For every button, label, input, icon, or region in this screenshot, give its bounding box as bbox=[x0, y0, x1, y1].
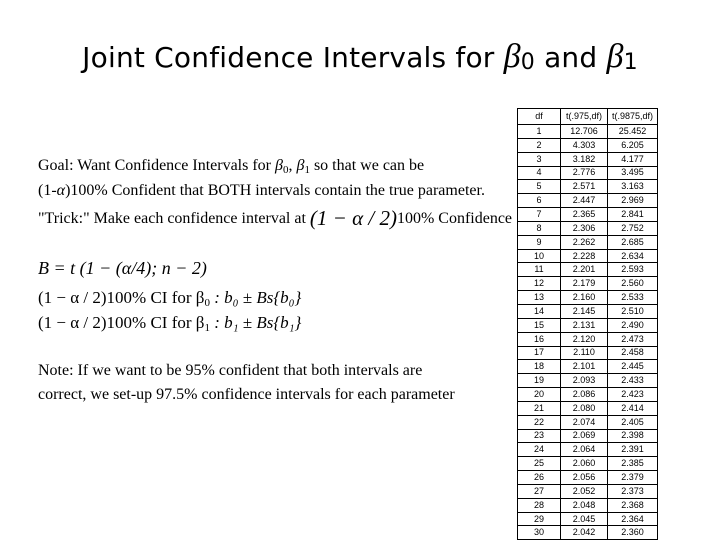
cell-t9875: 2.634 bbox=[608, 249, 658, 263]
table-row bbox=[518, 194, 658, 208]
cell-t975: 2.145 bbox=[561, 304, 608, 318]
goal-line2-end: )100% Confident that BOTH intervals contain the true parameter. bbox=[65, 182, 485, 199]
cell-t975: 2.069 bbox=[561, 429, 608, 443]
cell-t9875: 2.510 bbox=[608, 304, 658, 318]
cell-t975: 2.201 bbox=[561, 263, 608, 277]
cell-df: 26 bbox=[518, 471, 561, 485]
cell-t9875: 2.490 bbox=[608, 318, 658, 332]
table-row bbox=[518, 277, 658, 291]
cell-t9875: 2.391 bbox=[608, 443, 658, 457]
cell-t9875: 2.398 bbox=[608, 429, 658, 443]
cell-t9875: 2.364 bbox=[608, 512, 658, 526]
cell-t9875: 2.593 bbox=[608, 263, 658, 277]
cell-df: 15 bbox=[518, 318, 561, 332]
cell-df: 5 bbox=[518, 180, 561, 194]
cell-t9875: 2.379 bbox=[608, 471, 658, 485]
ci-beta1-right: : b₁ ± Bs{b₁} bbox=[209, 313, 302, 332]
table-row bbox=[518, 471, 658, 485]
cell-df: 12 bbox=[518, 277, 561, 291]
table-row bbox=[518, 249, 658, 263]
table-row bbox=[518, 346, 658, 360]
ci-beta0-subscript: 0 bbox=[204, 297, 210, 309]
title-beta0-subscript: 0 bbox=[520, 50, 535, 75]
cell-t975: 2.080 bbox=[561, 401, 608, 415]
cell-t975: 2.120 bbox=[561, 332, 608, 346]
cell-df: 29 bbox=[518, 512, 561, 526]
cell-t975: 2.086 bbox=[561, 388, 608, 402]
note-line-1: Note: If we want to be 95% confident that both intervals are bbox=[38, 362, 423, 379]
cell-df: 4 bbox=[518, 166, 561, 180]
cell-t9875: 2.841 bbox=[608, 208, 658, 222]
cell-df: 28 bbox=[518, 498, 561, 512]
table-row bbox=[518, 443, 658, 457]
cell-t975: 2.052 bbox=[561, 484, 608, 498]
cell-df: 14 bbox=[518, 304, 561, 318]
table-row bbox=[518, 208, 658, 222]
cell-t975: 2.306 bbox=[561, 221, 608, 235]
cell-t9875: 2.458 bbox=[608, 346, 658, 360]
table-row bbox=[518, 180, 658, 194]
cell-df: 18 bbox=[518, 360, 561, 374]
cell-df: 19 bbox=[518, 374, 561, 388]
cell-t9875: 6.205 bbox=[608, 138, 658, 152]
cell-t9875: 2.414 bbox=[608, 401, 658, 415]
cell-t9875: 2.752 bbox=[608, 221, 658, 235]
cell-t9875: 2.433 bbox=[608, 374, 658, 388]
ci-beta0-left: (1 − α / 2)100% CI for β bbox=[38, 288, 205, 307]
cell-t975: 2.365 bbox=[561, 208, 608, 222]
cell-t9875: 2.373 bbox=[608, 484, 658, 498]
trick-formula: (1 − α / 2) bbox=[309, 206, 397, 230]
cell-df: 22 bbox=[518, 415, 561, 429]
cell-t9875: 3.495 bbox=[608, 166, 658, 180]
table-row bbox=[518, 332, 658, 346]
table-row bbox=[518, 125, 658, 139]
cell-t9875: 25.452 bbox=[608, 125, 658, 139]
table-row bbox=[518, 415, 658, 429]
goal-comma: , bbox=[288, 157, 297, 174]
cell-t975: 2.131 bbox=[561, 318, 608, 332]
cell-t975: 2.042 bbox=[561, 526, 608, 540]
cell-t975: 2.262 bbox=[561, 235, 608, 249]
table-row bbox=[518, 221, 658, 235]
cell-df: 1 bbox=[518, 125, 561, 139]
table-row bbox=[518, 374, 658, 388]
slide-title bbox=[0, 38, 720, 76]
cell-t975: 3.182 bbox=[561, 152, 608, 166]
cell-t9875: 2.969 bbox=[608, 194, 658, 208]
title-beta0-symbol: β bbox=[503, 38, 521, 75]
cell-t9875: 4.177 bbox=[608, 152, 658, 166]
table-row bbox=[518, 263, 658, 277]
goal-beta1-symbol: β bbox=[296, 157, 305, 174]
table-row bbox=[518, 401, 658, 415]
cell-t9875: 2.423 bbox=[608, 388, 658, 402]
table-row bbox=[518, 138, 658, 152]
cell-t975: 2.447 bbox=[561, 194, 608, 208]
table-row bbox=[518, 512, 658, 526]
ci-beta0-formula bbox=[38, 288, 301, 309]
table-row bbox=[518, 526, 658, 540]
cell-df: 21 bbox=[518, 401, 561, 415]
cell-df: 8 bbox=[518, 221, 561, 235]
table-header-row bbox=[518, 109, 658, 125]
cell-df: 16 bbox=[518, 332, 561, 346]
cell-t975: 4.303 bbox=[561, 138, 608, 152]
cell-df: 9 bbox=[518, 235, 561, 249]
table-row bbox=[518, 498, 658, 512]
cell-t9875: 2.473 bbox=[608, 332, 658, 346]
cell-t975: 2.093 bbox=[561, 374, 608, 388]
cell-df: 25 bbox=[518, 457, 561, 471]
cell-df: 24 bbox=[518, 443, 561, 457]
cell-t9875: 2.360 bbox=[608, 526, 658, 540]
ci-beta0-right: : b₀ ± Bs{b₀} bbox=[209, 288, 302, 307]
trick-line bbox=[38, 206, 512, 231]
cell-df: 23 bbox=[518, 429, 561, 443]
t-distribution-table bbox=[517, 108, 658, 540]
cell-df: 27 bbox=[518, 484, 561, 498]
table-row bbox=[518, 457, 658, 471]
cell-t975: 2.160 bbox=[561, 291, 608, 305]
cell-t975: 2.101 bbox=[561, 360, 608, 374]
table-row bbox=[518, 304, 658, 318]
table-row bbox=[518, 429, 658, 443]
cell-t975: 2.074 bbox=[561, 415, 608, 429]
cell-df: 10 bbox=[518, 249, 561, 263]
ci-beta1-left: (1 − α / 2)100% CI for β bbox=[38, 313, 205, 332]
table-row bbox=[518, 235, 658, 249]
table-row bbox=[518, 318, 658, 332]
ci-beta1-formula bbox=[38, 313, 301, 334]
goal-line-1 bbox=[38, 157, 424, 176]
goal-beta0-subscript: 0 bbox=[282, 164, 289, 176]
cell-t975: 2.571 bbox=[561, 180, 608, 194]
trick-text: "Trick:" Make each confidence interval at bbox=[38, 210, 310, 227]
cell-t975: 2.110 bbox=[561, 346, 608, 360]
cell-t975: 2.064 bbox=[561, 443, 608, 457]
cell-df: 3 bbox=[518, 152, 561, 166]
goal-beta0-symbol: β bbox=[275, 157, 283, 174]
trick-text-end: 100% Confidence bbox=[396, 210, 513, 227]
goal-text: Goal: Want Confidence Intervals for bbox=[38, 157, 276, 174]
cell-df: 13 bbox=[518, 291, 561, 305]
ci-beta1-subscript: 1 bbox=[204, 322, 210, 334]
cell-t975: 2.228 bbox=[561, 249, 608, 263]
cell-t9875: 2.385 bbox=[608, 457, 658, 471]
cell-t975: 2.179 bbox=[561, 277, 608, 291]
title-and: and bbox=[544, 41, 598, 74]
table-row bbox=[518, 291, 658, 305]
cell-df: 2 bbox=[518, 138, 561, 152]
bonferroni-B-formula: B = t (1 − (α/4); n − 2) bbox=[38, 258, 207, 278]
goal-text-end: so that we can be bbox=[309, 157, 425, 174]
goal-alpha-symbol: α bbox=[56, 182, 66, 199]
cell-df: 17 bbox=[518, 346, 561, 360]
goal-beta1-subscript: 1 bbox=[304, 164, 310, 176]
title-beta1-symbol: β bbox=[606, 38, 624, 75]
cell-t9875: 2.685 bbox=[608, 235, 658, 249]
cell-t975: 2.045 bbox=[561, 512, 608, 526]
cell-df: 30 bbox=[518, 526, 561, 540]
cell-t9875: 2.405 bbox=[608, 415, 658, 429]
table-row bbox=[518, 360, 658, 374]
cell-t975: 12.706 bbox=[561, 125, 608, 139]
table-row bbox=[518, 388, 658, 402]
table-row bbox=[518, 152, 658, 166]
cell-df: 6 bbox=[518, 194, 561, 208]
table-row bbox=[518, 484, 658, 498]
table-row bbox=[518, 166, 658, 180]
header-t975: t(.975,df) bbox=[561, 109, 608, 125]
cell-df: 20 bbox=[518, 388, 561, 402]
cell-df: 7 bbox=[518, 208, 561, 222]
cell-t9875: 2.533 bbox=[608, 291, 658, 305]
cell-t9875: 2.368 bbox=[608, 498, 658, 512]
cell-df: 11 bbox=[518, 263, 561, 277]
header-df: df bbox=[518, 109, 561, 125]
goal-line-2 bbox=[38, 182, 485, 200]
cell-t9875: 2.445 bbox=[608, 360, 658, 374]
cell-t9875: 2.560 bbox=[608, 277, 658, 291]
goal-line2-start: (1- bbox=[38, 182, 57, 199]
cell-t975: 2.060 bbox=[561, 457, 608, 471]
cell-t9875: 3.163 bbox=[608, 180, 658, 194]
title-text: Joint Confidence Intervals for bbox=[82, 41, 495, 74]
title-beta1-subscript: 1 bbox=[623, 50, 638, 75]
cell-t975: 2.776 bbox=[561, 166, 608, 180]
header-t9875: t(.9875,df) bbox=[608, 109, 658, 125]
cell-t975: 2.056 bbox=[561, 471, 608, 485]
cell-t975: 2.048 bbox=[561, 498, 608, 512]
note-line-2: correct, we set-up 97.5% confidence intervals for each parameter bbox=[38, 386, 455, 403]
